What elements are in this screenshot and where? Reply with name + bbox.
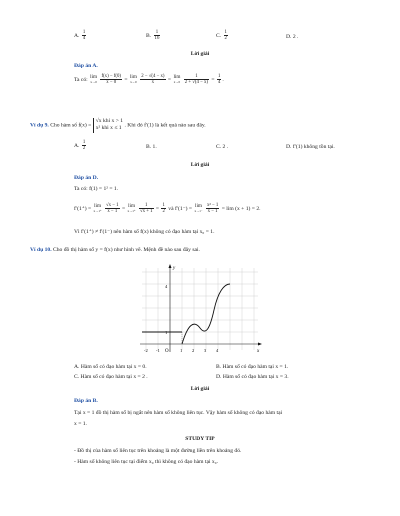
lim-sub: x→0 — [130, 79, 137, 84]
lim-symbol — [173, 75, 180, 83]
q9-case-2: x² khi x ≤ 1 — [95, 125, 122, 132]
q10-option-a: A. Hàm số có đạo hàm tại x = 0. — [74, 364, 147, 370]
lim-text: lim — [94, 203, 102, 210]
frac-num: f(x) − f(0) — [101, 74, 121, 79]
frac-num: 1 — [224, 30, 227, 35]
q9-piecewise — [93, 118, 123, 133]
q9-case-1: √x khi x > 1 — [95, 118, 124, 124]
q8-option-c — [216, 30, 229, 41]
q8-option-a — [74, 30, 87, 41]
frac-den: 4 — [82, 36, 86, 42]
deriv-left-label: và f′(1⁻) = — [168, 205, 193, 212]
lim-sub: x→0 — [173, 79, 181, 84]
q8-limit-computation: Ta có: lim x→0 $\frac{f(x) - f(0)}{x - 0}$ = lim x→0 $\frac{2 - √(4 - x)}{x}$ = lim x→0 $\frac{1}{2 + √(4 - x)}$ = $\frac{1}{4}$ . — [74, 74, 224, 86]
q10-answer: Đáp án B. — [74, 398, 98, 404]
frac-num: 1 — [82, 30, 86, 35]
q10-question — [30, 247, 200, 254]
fraction — [139, 203, 154, 214]
q8-solution-heading: Lời giải — [190, 51, 210, 57]
lim-symbol — [94, 204, 102, 212]
deriv-right-label: f′(1⁺) = — [74, 205, 92, 212]
q9-f1: Ta có: f(1) = 1² = 1. — [74, 186, 119, 192]
q9-option-c: C. 2 . — [216, 144, 229, 150]
lim-sub: x→0 — [90, 79, 97, 84]
q10-solution-line-2: x = 1. — [74, 421, 87, 427]
frac-num: √x − 1 — [106, 203, 119, 208]
q9-derivatives: f′(1⁺) = lim x→1⁺ $\frac{√x - 1}{x - 1}$ = lim x→1⁺ $\frac{1}{√x + 1}$ = $\frac{1}{2}$ và f′(1⁻) = lim x→1⁻ $\frac{\text{x² − 1}}{x - 1}$ = lim (x + 1) = 2. — [74, 203, 261, 215]
q10-solution-heading: Lời giải — [190, 386, 210, 392]
q9-text-tail: . Khi đó f′(1) là kết quả nào sau đây. — [124, 122, 206, 129]
fraction — [140, 74, 165, 85]
frac-den: 4 — [217, 80, 221, 86]
q8-option-c-letter: C. — [216, 32, 222, 39]
frac-den: 16 — [154, 36, 160, 42]
q10-solution-line-1: Tại x = 1 đồ thị hàm số bị ngắt nên hàm số không liên tục. Vậy hàm số không có đạo hàm tại — [74, 410, 283, 416]
x-tick-label: 3 — [204, 348, 207, 353]
origin-label: O — [165, 349, 169, 354]
q9-option-b: B. 1. — [146, 144, 157, 150]
q8-option-c-fraction — [224, 30, 228, 41]
study-tip-title: STUDY TIP — [185, 436, 215, 442]
lim-text: lim — [90, 74, 98, 81]
q9-text: Cho hàm số — [50, 122, 77, 129]
x-tick-label: -2 — [144, 348, 148, 353]
frac-num: 1 — [162, 203, 165, 208]
q9-answer: Đáp án D. — [74, 175, 99, 181]
x-axis-arrow — [258, 343, 262, 346]
frac-den: 2 — [162, 209, 165, 215]
frac-den: √x + 1 — [139, 209, 153, 215]
q10-option-c: C. Hàm số có đạo hàm tại x = 2 . — [74, 374, 148, 380]
frac-num: x² − 1 — [206, 203, 219, 208]
fraction — [184, 74, 209, 85]
q9-fx: f(x) = — [78, 122, 92, 129]
frac-num: 1 — [154, 30, 161, 36]
lim-text: lim — [128, 203, 135, 210]
study-tip-1: - Đồ thị của hàm số liên tục trên khoảng là một đường liền trên khoảng đó. — [74, 448, 242, 454]
x-axis-label: x — [257, 349, 260, 354]
q8-option-b-fraction — [154, 30, 161, 41]
fraction — [105, 203, 120, 214]
frac-num: 2 − √(4 − x) — [141, 74, 165, 79]
q10-graph — [138, 262, 266, 358]
q8-option-a-fraction — [82, 30, 86, 41]
q9-solution-heading: Lời giải — [190, 162, 210, 168]
q9-conclusion: Vì f′(1⁺) ≠ f′(1⁻) nên hàm số f(x) không có đạo hàm tại x₀ = 1. — [74, 229, 215, 235]
lim-text: lim — [195, 203, 202, 210]
q9-question — [30, 118, 206, 133]
lim-text: lim — [173, 74, 181, 81]
x-tick-label: 2 — [192, 348, 195, 353]
q9-option-a-fraction — [82, 140, 86, 151]
q10-option-d: D. Hàm số có đạo hàm tại x = 3. — [216, 374, 289, 380]
fraction — [217, 74, 221, 85]
lim-text: lim — [129, 74, 137, 81]
frac-num: 1 — [184, 74, 209, 80]
study-tip-2: - Hàm số không liên tục tại điểm x₀ thì không có đạo hàm tại x₀. — [74, 459, 219, 465]
q8-option-b — [146, 30, 161, 41]
fraction — [206, 203, 219, 214]
y-tick-label: 1 — [165, 330, 168, 335]
lim-sub: x→1⁺ — [93, 208, 102, 213]
q9-option-a-letter: A. — [74, 142, 80, 149]
q8-answer: Đáp án A. — [74, 63, 98, 69]
q8-option-a-letter: A. — [74, 32, 80, 39]
x-tick-label: -1 — [156, 348, 160, 353]
frac-den: 2 — [224, 36, 227, 42]
lim-sub: x→1⁺ — [127, 208, 136, 213]
y-axis-label: y — [173, 266, 176, 271]
frac-den: x − 0 — [106, 80, 117, 86]
lim-sub: x→1⁻ — [194, 208, 203, 213]
fraction — [161, 203, 165, 214]
grid-lines — [142, 268, 258, 350]
q9-label: Ví dụ 9. — [30, 122, 49, 129]
lim-symbol — [194, 204, 202, 212]
frac-num: 1 — [139, 203, 154, 209]
q9-option-d: D. f′(1) không tồn tại. — [286, 144, 335, 150]
frac-den: x − 1 — [107, 209, 118, 215]
y-axis-arrow — [169, 264, 172, 268]
q10-label: Ví dụ 10. — [30, 247, 52, 253]
frac-num: 1 — [217, 74, 221, 79]
q10-text: Cho đồ thị hàm số y = f(x) như hình vẽ. Mệnh đề nào sau đây sai. — [53, 247, 200, 253]
y-tick-label: 4 — [165, 284, 168, 289]
ta-co-label: Ta có: — [74, 76, 88, 83]
fraction — [100, 74, 122, 85]
frac-den: x − 1 — [207, 209, 218, 215]
deriv-left-tail: = lim (x + 1) = 2. — [221, 205, 261, 212]
frac-den: 2 — [82, 146, 86, 152]
frac-den: 2 + √(4 − x) — [184, 80, 209, 86]
q9-option-a — [74, 140, 87, 151]
frac-num: 1 — [82, 140, 86, 145]
frac-den: x — [151, 80, 155, 86]
q10-option-b: B. Hàm số có đạo hàm tại x = 1. — [216, 364, 289, 370]
x-tick-label: 1 — [180, 348, 183, 353]
lim-symbol — [90, 75, 97, 83]
lim-symbol — [128, 204, 136, 212]
x-tick-label: 4 — [216, 348, 219, 353]
lim-symbol — [130, 75, 137, 83]
q8-option-b-letter: B. — [146, 32, 152, 39]
q8-option-d: D. 2 . — [286, 34, 299, 40]
